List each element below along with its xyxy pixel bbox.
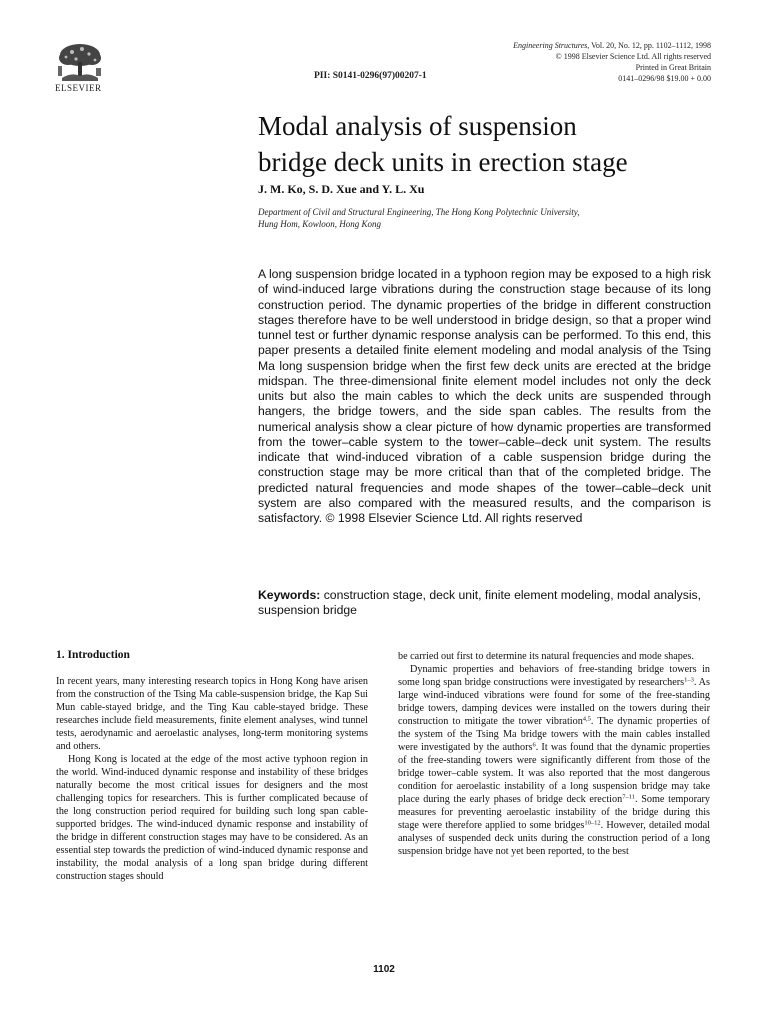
citation-ref: 7–11 <box>622 793 635 801</box>
text-run: . As large wind-induced vibrations were found for some of the free-standing bridge towers, damping devices were installed on the towers during their construction to mitigate the tower vibration <box>398 677 710 727</box>
title-line-1: Modal analysis of suspension <box>258 111 577 141</box>
paragraph <box>398 663 710 858</box>
left-column <box>56 649 368 883</box>
copyright-line: © 1998 Elsevier Science Ltd. All rights reserved <box>555 52 711 61</box>
elsevier-wordmark: ELSEVIER <box>55 83 102 93</box>
keywords-label: Keywords: <box>258 588 321 602</box>
paragraph: Hong Kong is located at the edge of the most active typhoon region in the world. Wind-induced dynamic response and instability of these bridges naturally become the most critical issues for designers and the most challenging topics for researchers. This is further complicated because of the long construction period required for building such long span cable-supported bridges. The wind-induced dynamic response and instability of the bridge in different construction stages may have to be considered. As an essential step towards the prediction of wind-induced dynamic response and instability, the modal analysis of a long span bridge during different construction stages should <box>56 754 368 882</box>
text-run: . The dynamic properties of the system of the Tsing Ma bridge towers with the main cables installed were investigated by the authors <box>398 716 710 753</box>
text-run: . It was found that the dynamic properties of the free-standing towers were significantly different from those of the bridge tower–cable system. It was also reported that the most dangerous condition for aeroelastic instability of a long suspension bridge may take place during the early phases of bridge deck erection <box>398 742 710 805</box>
citation-ref: 1–3 <box>684 676 694 684</box>
issn-price-line: 0141–0296/98 $19.00 + 0.00 <box>618 74 711 83</box>
journal-name: Engineering Structures <box>513 41 588 50</box>
paragraph: be carried out first to determine its natural frequencies and mode shapes. <box>398 651 694 662</box>
citation-ref: 10–12 <box>584 819 601 827</box>
right-column <box>398 650 710 858</box>
article-title <box>258 108 718 180</box>
affiliation-line-2: Hung Hom, Kowloon, Hong Kong <box>258 219 382 229</box>
elsevier-tree-icon <box>52 42 108 82</box>
affiliation-line-1: Department of Civil and Structural Engineering, The Hong Kong Polytechnic University, <box>258 207 580 217</box>
journal-citation <box>411 40 711 51</box>
printed-line: Printed in Great Britain <box>635 63 711 72</box>
text-run: . Some temporary measures for preventing aeroelastic instability of the bridge during this stage were therefore applied to some bridges <box>398 794 710 831</box>
section-heading: 1. Introduction <box>56 649 130 661</box>
citation-ref: 6 <box>532 741 536 749</box>
title-line-2: bridge deck units in erection stage <box>258 147 628 177</box>
paragraph: In recent years, many interesting research topics in Hong Kong have arisen from the construction of the Tsing Ma cable-suspension bridge, the Kap Sui Mun cable-stayed bridge, and the Ting Kau cable-stayed bridge. These researches include field measurements, finite element analyses, wind tunnel tests, aerodynamic and aeroelastic analyses, long-term monitoring systems and others. <box>56 676 368 752</box>
author-list: J. M. Ko, S. D. Xue and Y. L. Xu <box>258 182 425 196</box>
text-run: Dynamic properties and behaviors of free-standing bridge towers in some long span bridge constructions were investigated by researchers <box>398 664 710 688</box>
pii-code: PII: S0141-0296(97)00207-1 <box>314 71 427 81</box>
text-run: . However, detailed modal analyses of suspended deck units during the construction period of a long suspension bridge have not yet been reported, to the best <box>398 820 711 857</box>
affiliation <box>258 206 718 230</box>
citation-ref: 4,5 <box>582 715 591 723</box>
keywords-list: construction stage, deck unit, finite element modeling, modal analysis, suspension bridge <box>258 588 702 618</box>
publication-info <box>411 40 711 84</box>
abstract: A long suspension bridge located in a typhoon region may be exposed to a high risk of wind-induced large vibrations during the construction stage because of its long construction period. The dynamic properties of the bridge in different construction stages therefore have to be well understood in bridge design, so that a proper wind tunnel test or further dynamic response analysis can be performed. To this end, this paper presents a detailed finite element modeling and modal analysis of the Tsing Ma long suspension bridge when the first few deck units are erected at the bridge midspan. The three-dimensional finite element model includes not only the deck units but also the main cables to which the deck units are suspended through hangers, the bridge towers, and the side span cables. The results from the numerical analysis show a clear picture of how dynamic properties are transformed from the tower–cable system to the tower–cable–deck unit system. The results indicate that wind-induced vibration of a cable suspension bridge during the construction stage may be more critical than that of the completed bridge. The predicted natural frequencies and mode shapes of the tower–cable–deck unit system are also compared with the measured results, and the comparison is satisfactory. © 1998 Elsevier Science Ltd. All rights reserved <box>258 267 711 525</box>
page-number: 1102 <box>373 964 395 975</box>
keywords <box>258 588 713 619</box>
journal-ref: , Vol. 20, No. 12, pp. 1102–1112, 1998 <box>587 41 711 50</box>
elsevier-logo <box>52 42 110 93</box>
